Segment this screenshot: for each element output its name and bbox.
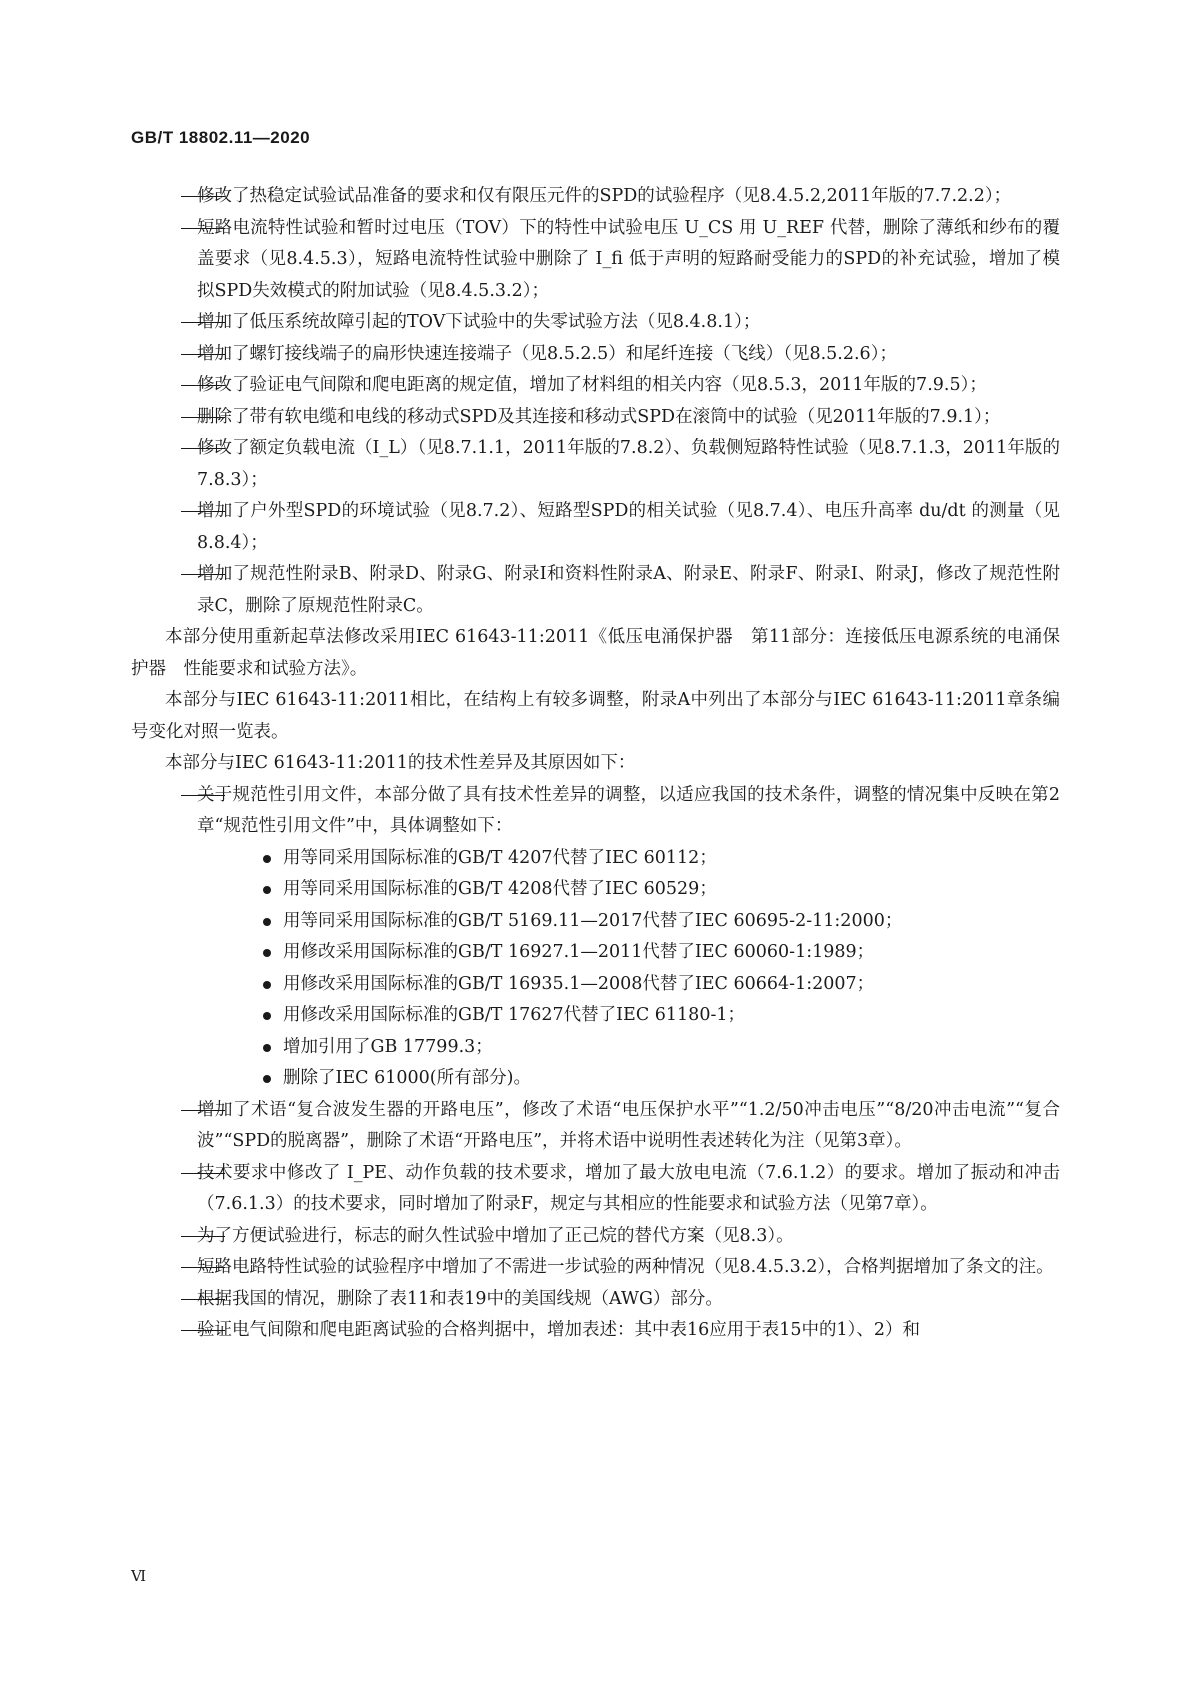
list-item: 为了方便试验进行，标志的耐久性试验中增加了正己烷的替代方案（见8.3）。 <box>131 1221 1060 1253</box>
paragraph: 本部分使用重新起草法修改采用IEC 61643-11:2011《低压电涌保护器 第11部分：连接低压电源系统的电涌保护器 性能要求和试验方法》。 <box>131 627 1060 679</box>
bullet-item: 用修改采用国际标准的GB/T 17627代替了IEC 61180-1； <box>131 1000 1060 1032</box>
bullet-item: 用修改采用国际标准的GB/T 16927.1—2011代替了IEC 60060-1:1989； <box>131 937 1060 969</box>
list-item: 增加了螺钉接线端子的扁形快速连接端子（见8.5.2.5）和尾纤连接（飞线）（见8.5.2.6）； <box>131 339 1060 371</box>
bullet-item: 用等同采用国际标准的GB/T 5169.11—2017代替了IEC 60695-2-11:2000； <box>131 906 1060 938</box>
list-item: 增加了低压系统故障引起的TOV下试验中的失零试验方法（见8.4.8.1）； <box>131 307 1060 339</box>
revision-list-2 <box>131 1095 1060 1347</box>
bullet-item: 增加引用了GB 17799.3； <box>131 1032 1060 1064</box>
list-item: 增加了术语“复合波发生器的开路电压”，修改了术语“电压保护水平”“1.2/50冲击电压”“8/20冲击电流”“复合波”“SPD的脱离器”，删除了术语“开路电压”，并将术语中说明性表述转化为注（见第3章）。 <box>131 1095 1060 1158</box>
list-item: 修改了热稳定试验试品准备的要求和仅有限压元件的SPD的试验程序（见8.4.5.2,2011年版的7.7.2.2）； <box>131 181 1060 213</box>
list-item: 增加了规范性附录B、附录D、附录G、附录I和资料性附录A、附录E、附录F、附录I、附录J，修改了规范性附录C，删除了原规范性附录C。 <box>131 559 1060 622</box>
bullet-item: 用等同采用国际标准的GB/T 4208代替了IEC 60529； <box>131 874 1060 906</box>
standard-number-header: GB/T 18802.11—2020 <box>131 128 311 147</box>
list-item: 短路电流特性试验和暂时过电压（TOV）下的特性中试验电压 U_CS 用 U_REF 代替，删除了薄纸和纱布的覆盖要求（见8.4.5.3），短路电流特性试验中删除了 I_fi 低于声明的短路耐受能力的SPD的补充试验，增加了模拟SPD失效模式的附加试验（见8.4.5.3.2）； <box>131 213 1060 308</box>
bullet-item: 用修改采用国际标准的GB/T 16935.1—2008代替了IEC 60664-1:2007； <box>131 969 1060 1001</box>
paragraph: 本部分与IEC 61643-11:2011相比，在结构上有较多调整，附录A中列出了本部分与IEC 61643-11:2011章条编号变化对照一览表。 <box>131 690 1060 742</box>
bullet-item: 删除了IEC 61000(所有部分)。 <box>131 1063 1060 1095</box>
revision-list-1 <box>131 181 1060 622</box>
list-item: 修改了验证电气间隙和爬电距离的规定值，增加了材料组的相关内容（见8.5.3，2011年版的7.9.5）； <box>131 370 1060 402</box>
list-item: 验证电气间隙和爬电距离试验的合格判据中，增加表述：其中表16应用于表15中的1）、2）和 <box>131 1315 1060 1347</box>
paragraph: 本部分与IEC 61643-11:2011的技术性差异及其原因如下： <box>165 753 636 773</box>
page-number: Ⅵ <box>131 1569 147 1585</box>
list-item: 技术要求中修改了 I_PE、动作负载的技术要求，增加了最大放电电流（7.6.1.2）的要求。增加了振动和冲击（7.6.1.3）的技术要求，同时增加了附录F，规定与其相应的性能要求和试验方法（见第7章）。 <box>131 1158 1060 1221</box>
list-item: 短路电路特性试验的试验程序中增加了不需进一步试验的两种情况（见8.4.5.3.2），合格判据增加了条文的注。 <box>131 1252 1060 1284</box>
reference-bullet-list <box>131 843 1060 1095</box>
list-item: 修改了额定负载电流（I_L）（见8.7.1.1，2011年版的7.8.2）、负载侧短路特性试验（见8.7.1.3，2011年版的7.8.3）； <box>131 433 1060 496</box>
list-item: 关于规范性引用文件，本部分做了具有技术性差异的调整，以适应我国的技术条件，调整的情况集中反映在第2章“规范性引用文件”中，具体调整如下： <box>131 780 1060 843</box>
list-item: 增加了户外型SPD的环境试验（见8.7.2）、短路型SPD的相关试验（见8.7.4）、电压升高率 du/dt 的测量（见8.8.4）； <box>131 496 1060 559</box>
list-item: 根据我国的情况，删除了表11和表19中的美国线规（AWG）部分。 <box>131 1284 1060 1316</box>
bullet-item: 用等同采用国际标准的GB/T 4207代替了IEC 60112； <box>131 843 1060 875</box>
document-body <box>131 181 1060 1347</box>
list-item: 删除了带有软电缆和电线的移动式SPD及其连接和移动式SPD在滚筒中的试验（见2011年版的7.9.1）； <box>131 402 1060 434</box>
